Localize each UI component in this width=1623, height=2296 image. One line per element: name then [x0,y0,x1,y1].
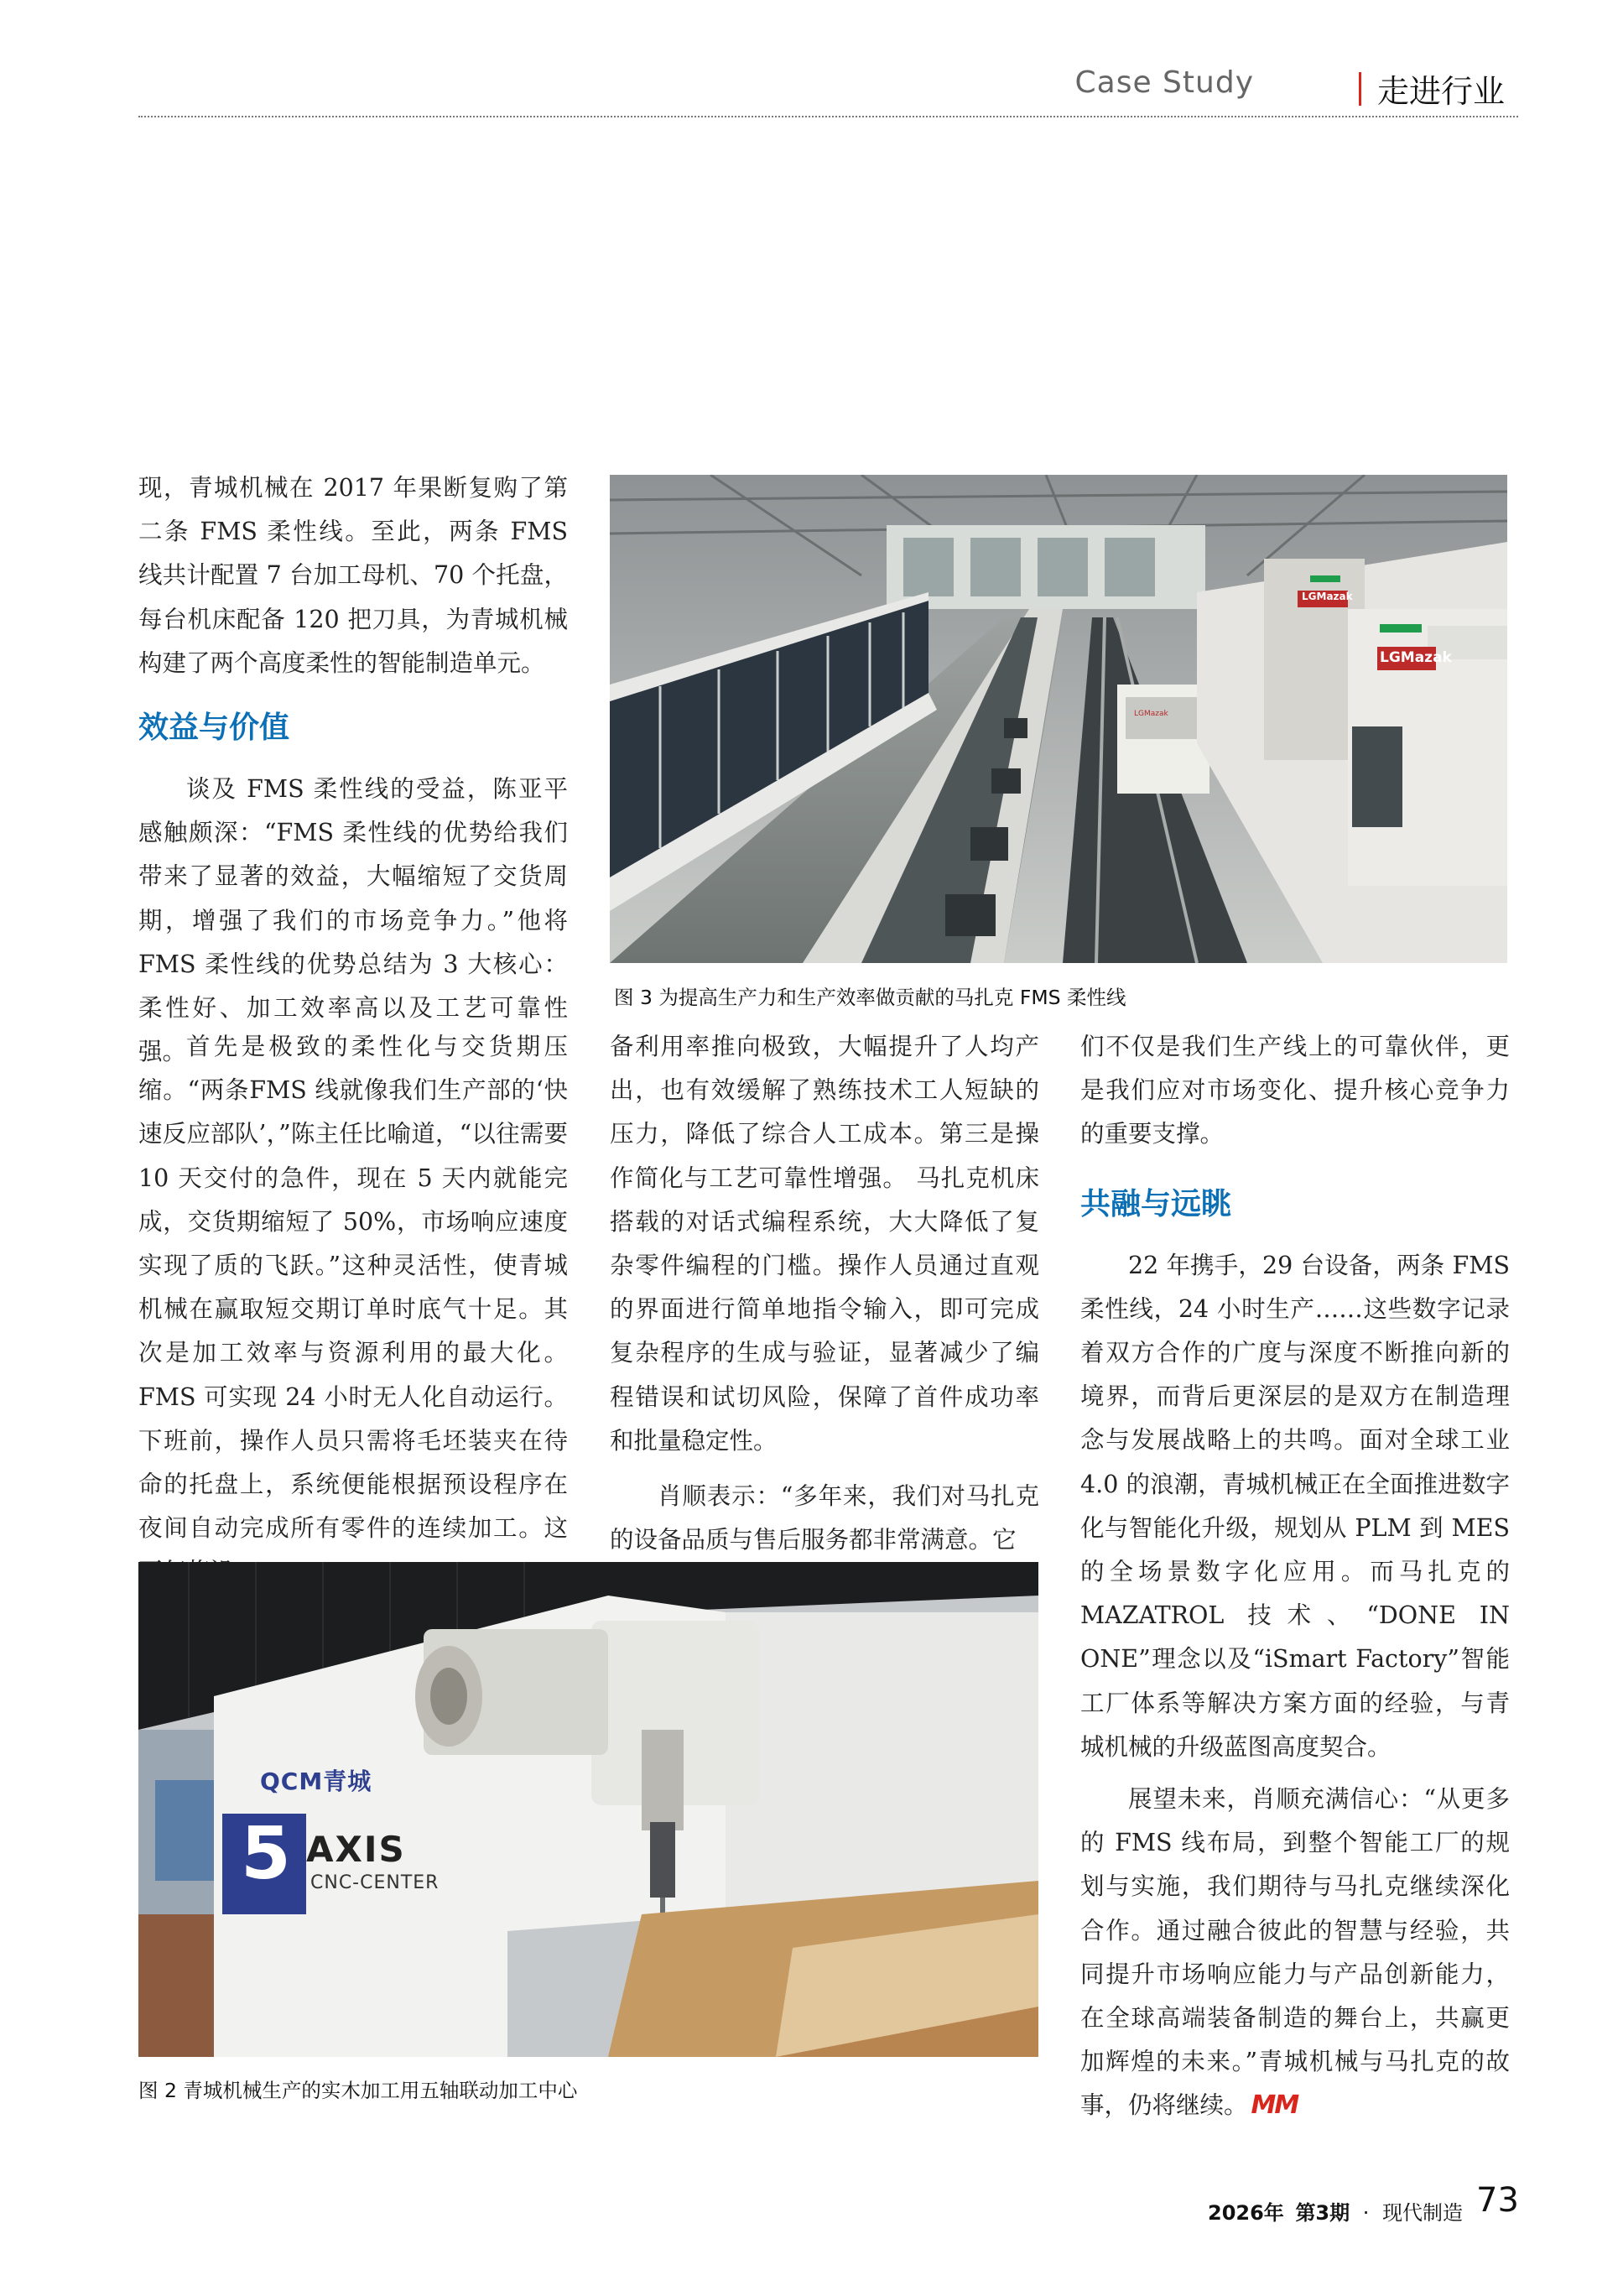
paragraph: 备利用率推向极致，大幅提升了人均产出，也有效缓解了熟练技术工人短缺的压力，降低了综合人工成本。第三是操作简化与工艺可靠性增强。 马扎克机床搭载的对话式编程系统，大大降低了复杂零件编程的门槛。操作人员通过直观的界面进行简单地指令输入，即可完成复杂程序的生成与验证，显著减少了编程错误和试切风险，保障了首件成功率和批量稳定性。 [610,1033,1039,1455]
footer-year: 2026年 [1208,2201,1284,2225]
right-column [1080,1025,1510,2128]
header-rule [138,116,1518,117]
paragraph: 现，青城机械在 2017 年果断复购了第二条 FMS 柔性线。至此，两条 FMS 线共计配置 7 台加工母机、70 个托盘，每台机床配备 120 把刀具，为青城机械构建了两个高度柔性的智能制造单元。 [138,474,568,677]
footer-dot: · [1362,2201,1370,2225]
fig2-five-axis-machine-image [138,1562,1038,2057]
fig2-caption: 图 2 青城机械生产的实木加工用五轴联动加工中心 [138,2079,578,2102]
paragraph [1080,1778,1510,2128]
header-case-study: Case Study [1074,65,1254,100]
fig3-caption: 图 3 为提高生产力和生产效率做贡献的马扎克 FMS 柔性线 [614,986,1126,1009]
section-heading-outlook: 共融与远眺 [1080,1186,1232,1221]
fig2-axis-label: AXIS [306,1829,406,1870]
middle-column [610,1025,1039,1562]
header-divider [1359,72,1361,106]
paragraph: 们不仅是我们生产线上的可靠伙伴，更是我们应对市场变化、提升核心竞争力的重要支撑。 [1080,1033,1510,1148]
page-number: 73 [1476,2181,1519,2220]
header-section-title: 走进行业 [1377,73,1506,110]
paragraph: 谈及 FMS 柔性线的受益，陈亚平感触颇深：“FMS 柔性线的优势给我们带来了显著的效益，大幅缩短了交货周期，增强了我们的市场竞争力。”他将 FMS 柔性线的优势总结为 3 大核心：柔性好、加工效率高以及工艺可靠性强。 [138,775,568,1066]
fig2-axis-number: 5 [241,1812,291,1896]
paragraph-text: 展望未来，肖顺充满信心：“从更多的 FMS 线布局，到整个智能工厂的规划与实施，我们期待与马扎克继续深化合作。通过融合彼此的智慧与经验，共同提升市场响应能力与产品创新能力，在全球高端装备制造的舞台上，共赢更加辉煌的未来。”青城机械与马扎克的故事，仍将继续。 [1080,1785,1510,2120]
left-column-bottom [138,1025,568,1595]
fig2-brand-logo: QCM青城 [260,1768,372,1795]
section-heading-benefits: 效益与价值 [138,711,290,746]
footer-issue-number: 第3期 [1295,2201,1350,2225]
paragraph: 肖顺表示：“多年来，我们对马扎克的设备品质与售后服务都非常满意。它 [610,1482,1039,1554]
fig3-fms-line-image [610,475,1507,963]
fig3-photo [610,475,1507,963]
fig2-photo [138,1562,1038,2057]
paragraph: 首先是极致的柔性化与交货期压缩。“两条FMS 线就像我们生产部的‘快速反应部队’，”陈主任比喻道，“以往需要10 天交付的急件，现在 5 天内就能完成，交货期缩短了 50%，市场响应速度实现了质的飞跃。”这种灵活性，使青城机械在赢取短交期订单时底气十足。其次是加工效率与资源利用的最大化。FMS 可实现 24 小时无人化自动运行。下班前，操作人员只需将毛坯装夹在待命的托盘上，系统便能根据预设程序在夜间自动完成所有零件的连续加工。这 [138,1033,568,1543]
fig3-logo: LGMazak [1380,649,1452,666]
fig3-logo: LGMazak [1134,710,1168,718]
fig3-logo: LGMazak [1302,591,1353,602]
footer-issue [1208,2196,1463,2226]
left-column-top [138,466,568,1074]
footer-magazine: 现代制造 [1382,2201,1464,2225]
fig2-axis-sublabel: CNC-CENTER [310,1872,440,1893]
end-mark-logo: MM [1251,2090,1298,2121]
paragraph: 22 年携手，29 台设备，两条 FMS 柔性线，24 小时生产……这些数字记录着双方合作的广度与深度不断推向新的境界，而背后更深层的是双方在制造理念与发展战略上的共鸣。面对全球工业 4.0 的浪潮，青城机械正在全面推进数字化与智能化升级，规划从 PLM 到 MES 的全场景数字化应用。而马扎克的 MAZATROL 技术、“DONE IN ONE”理念以及“iSmart Factory”智能工厂体系等解决方案方面的经验，与青城机械的升级蓝图高度契合。 [1080,1251,1510,1761]
